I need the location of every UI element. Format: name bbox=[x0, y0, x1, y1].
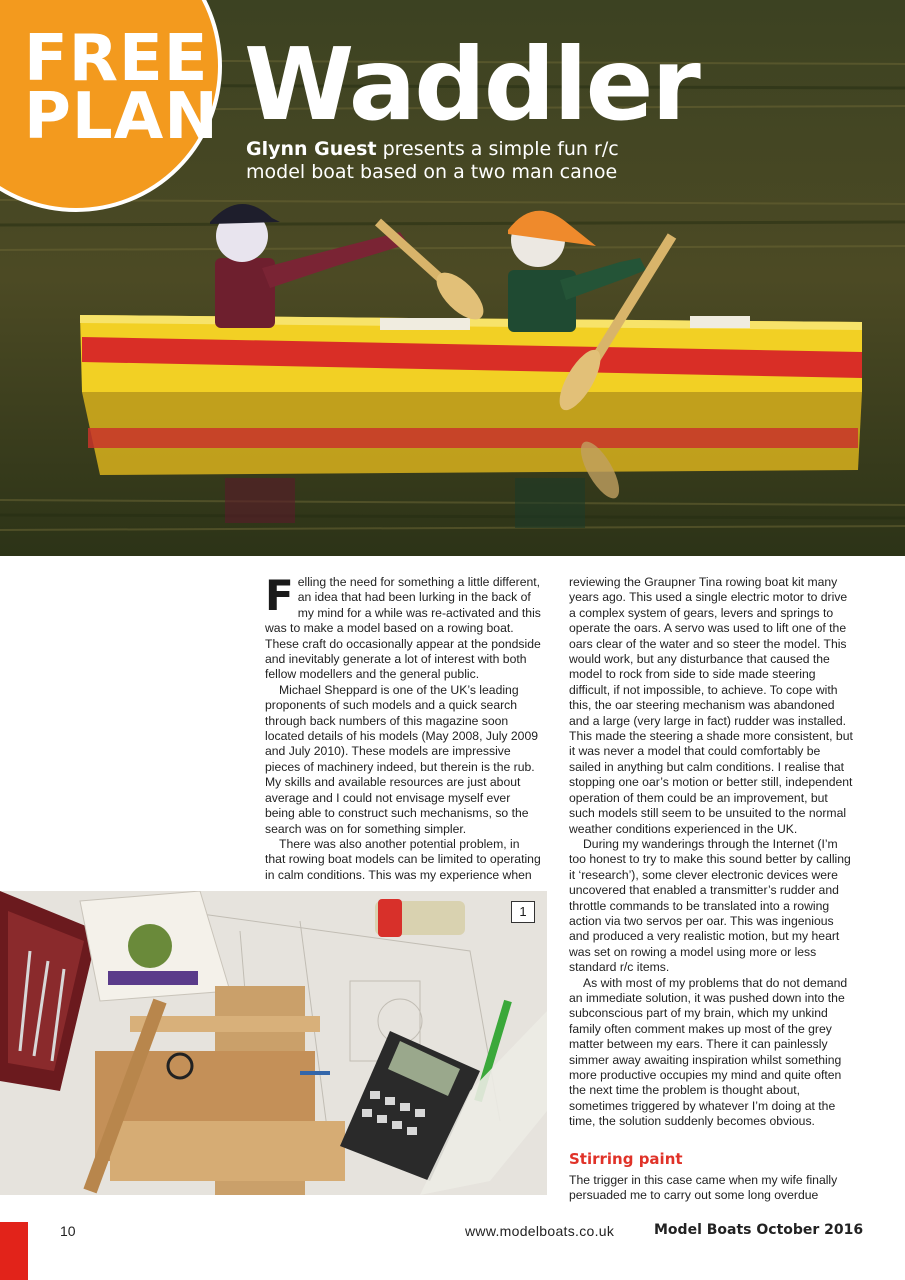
workbench-photo bbox=[0, 891, 547, 1195]
paragraph: There was also another potential problem, in that rowing boat models can be limited to operating in calm conditions. This was my experience when bbox=[265, 836, 541, 882]
paragraph: The trigger in this case came when my wife finally persuaded me to carry out some long overdue bbox=[569, 1173, 838, 1203]
page-edge-bar bbox=[0, 1222, 28, 1280]
paragraph: elling the need for something a little different, an idea that had been lurking in the back of my mind for a while was re-activated and this was to make a model based on a rowing boat. These craft do occasionally appear at the pondside and inevitably generate a lot of interest with both fellow modellers and the general public. bbox=[265, 575, 541, 682]
subtitle-text: presents a simple fun r/c model boat based on a two man canoe bbox=[246, 138, 619, 183]
drop-cap: F bbox=[265, 571, 294, 620]
website-url: www.modelboats.co.uk bbox=[465, 1223, 615, 1239]
paragraph: reviewing the Graupner Tina rowing boat kit many years ago. This used a single electric motor to drive a complex system of gears, levers and springs to operate the oars. A servo was used to lift one of the oars clear of the water and so steer the model. This would work, but any disturbance that caused the model to rock from side to side made steering difficult, if not impossible, to achieve. To cope with this, the oar steering mechanism was abandoned and a large (very large in fact) rudder was installed. This made the steering a shade more consistent, but it was never a model that could comfortably be sailed in anything but calm conditions. I realise that stopping one oar’s motion or better still, independent operation of them could be an improvement, but such models still seem to be unsuited to the normal weather conditions experienced in the UK. bbox=[569, 575, 853, 836]
page-number: 10 bbox=[60, 1223, 76, 1239]
article-column-2 bbox=[569, 575, 855, 1204]
hero-photo bbox=[0, 0, 905, 556]
badge-line-2: PLAN bbox=[24, 80, 219, 154]
section-subheading: Stirring paint bbox=[569, 1149, 683, 1168]
author-name: Glynn Guest bbox=[246, 138, 377, 160]
figure-number: 1 bbox=[511, 901, 535, 923]
paragraph: Michael Sheppard is one of the UK’s leading proponents of such models and a quick search through back numbers of this magazine soon located details of his models (May 2008, July 2009 and July 2010). These models are impressive pieces of machinery indeed, but therein is the rub. My skills and available resources are just about average and I could not envisage myself ever being able to construct such mechanisms, so the search was on for something simpler. bbox=[265, 682, 539, 836]
article-subtitle bbox=[246, 138, 666, 184]
workbench-illustration bbox=[0, 891, 547, 1195]
article-column-1 bbox=[265, 571, 541, 883]
magazine-issue: Model Boats October 2016 bbox=[654, 1222, 864, 1238]
badge-line-1: FREE bbox=[24, 22, 209, 96]
article-title: Waddler bbox=[244, 26, 699, 143]
paragraph: As with most of my problems that do not demand an immediate solution, it was pushed down into the subconscious part of my brain, which my unkind family often comment makes up most of the grey matter between my ears. There it can painlessly simmer away awaiting inspiration whilst something more productive occupies my mind and quite often the next time the problem is thought about, sometimes triggered by whatever I’m doing at the time, the solution suddenly becomes obvious. bbox=[569, 975, 848, 1129]
free-plan-badge-text bbox=[24, 22, 219, 154]
paragraph: During my wanderings through the Internet (I’m too honest to try to make this sound better by calling it ‘research’), some clever electronic devices were uncovered that enabled a transmitter’s rudder and throttle commands to be translated into a rowing action via two servos per oar. This was ingenious and produced a very realistic motion, but my heart was set on rowing a model using more or less standard r/c items. bbox=[569, 836, 851, 975]
